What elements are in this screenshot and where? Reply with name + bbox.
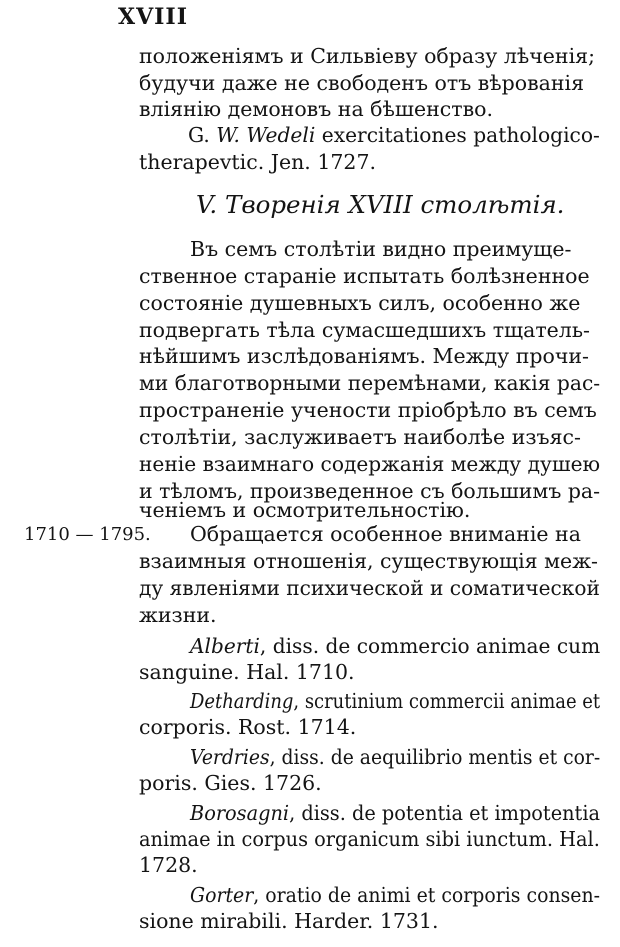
text-line: sanguine. Hal. 1710. xyxy=(139,660,355,684)
text-line: ду явленіями психической и соматической xyxy=(139,576,600,600)
citation-rest: , oratio de animi et corporis consen- xyxy=(253,883,601,907)
citation-author: Detharding xyxy=(190,689,294,713)
text-line: poris. Gies. 1726. xyxy=(139,771,322,795)
citation-line xyxy=(190,691,600,712)
text-line: corporis. Rost. 1714. xyxy=(139,715,357,739)
text-line: взаимныя отношенія, существующія меж- xyxy=(139,549,598,573)
margin-date-note: 1710 — 1795. xyxy=(24,524,151,545)
citation-author: Alberti xyxy=(190,634,260,658)
text-line: и тѣломъ, произведенное съ большимъ ра- xyxy=(139,479,601,503)
citation-author: Borosagni xyxy=(190,801,290,825)
text-line: состояніе душевныхъ силъ, особенно же xyxy=(139,291,581,315)
text-line: 1728. xyxy=(139,853,198,877)
text-line: animae in corpus organicum sibi iunctum. Hal. xyxy=(139,827,600,851)
citation-line xyxy=(190,885,600,906)
text-line: подвергать тѣла сумасшедшихъ тщатель- xyxy=(139,318,590,342)
text-line: sione mirabili. Harder. 1731. xyxy=(139,909,439,933)
citation-line xyxy=(190,636,600,657)
text-line: ченіемъ и осмотрительностію. xyxy=(139,498,471,522)
section-heading: V. Творенія XVIII столѣтія. xyxy=(196,190,565,219)
text-line: неніе взаимнаго содержанія между душею xyxy=(139,452,601,476)
text-line: жизни. xyxy=(139,603,217,627)
text-line: Въ семъ столѣтіи видно преимуще- xyxy=(190,237,572,261)
citation-rest: , diss. de commercio animae cum xyxy=(259,634,601,658)
text-line: столѣтіи, заслуживаетъ наиболѣе изъяс- xyxy=(139,425,581,449)
text-line: нѣйшимъ изслѣдованіямъ. Между прочи- xyxy=(139,344,589,368)
text-line: будучи даже не свободенъ отъ вѣрованія xyxy=(139,71,585,95)
text-line: пространеніе учености пріобрѣло въ семъ xyxy=(139,398,597,422)
text-line: G. W. Wedeli exercitationes pathologico- xyxy=(188,123,600,147)
citation-rest: , scrutinium commercii animae et xyxy=(293,689,601,713)
text-line: вліянію демоновъ на бѣшенство. xyxy=(139,97,493,121)
text-line: положеніямъ и Сильвіеву образу лѣченія; xyxy=(139,44,595,68)
citation-rest: , diss. de potentia et impotentia xyxy=(289,801,601,825)
citation-rest: , diss. de aequilibrio mentis et cor- xyxy=(269,745,601,769)
citation-author: Verdries xyxy=(190,745,270,769)
citation-author: Gorter xyxy=(190,883,254,907)
text-line: ственное стараніе испытать болѣзненное xyxy=(139,264,590,288)
citation-line xyxy=(190,747,600,768)
citation-line xyxy=(190,803,600,824)
text-line: therapevtic. Jen. 1727. xyxy=(139,150,377,174)
text-line: ми благотворными перемѣнами, какія рас- xyxy=(139,371,601,395)
page-number: XVIII xyxy=(118,4,189,30)
text-line: Обращается особенное вниманіе на xyxy=(190,522,581,546)
